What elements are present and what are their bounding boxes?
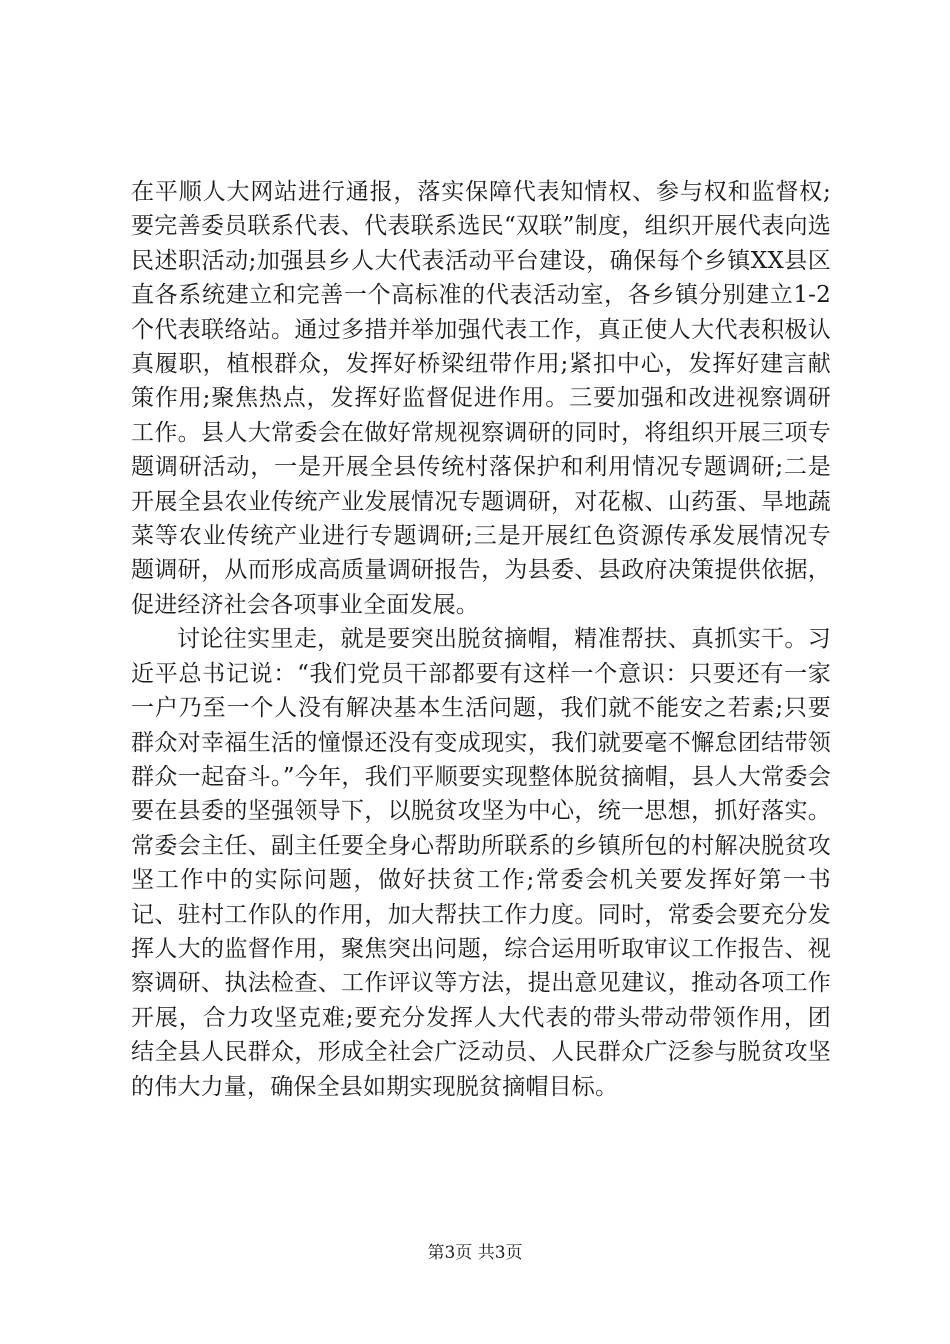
page-footer: 第3页 共3页	[427, 1243, 523, 1263]
paragraph-continued: 在平顺人大网站进行通报，落实保障代表知情权、参与权和监督权;要完善委员联系代表、代表联系选民“双联”制度，组织开展代表向选民述职活动;加强县乡人大代表活动平台建设，确保每个乡镇XX县区直各系统建立和完善一个高标准的代表活动室，各乡镇分别建立1-2个代表联络站。通过多措并举加强代表工作，真正使人大代表积极认真履职，植根群众，发挥好桥梁纽带作用;紧扣中心，发挥好建言献策作用;聚焦热点，发挥好监督促进作用。三要加强和改进视察调研工作。县人大常委会在做好常规视察调研的同时，将组织开展三项专题调研活动，一是开展全县传统村落保护和利用情况专题调研;二是开展全县农业传统产业发展情况专题调研，对花椒、山药蛋、旱地蔬菜等农业传统产业进行专题调研;三是开展红色资源传承发展情况专题调研，从而形成高质量调研报告，为县委、县政府决策提供依据，促进经济社会各项事业全面发展。	[131, 179, 831, 618]
paragraph: 讨论往实里走，就是要突出脱贫摘帽，精准帮扶、真抓实干。习近平总书记说：“我们党员干部都要有这样一个意识：只要还有一家一户乃至一个人没有解决基本生活问题，我们就不能安之若素;只要群众对幸福生活的憧憬还没有变成现实，我们就要毫不懈怠团结带领群众一起奋斗。”今年，我们平顺要实现整体脱贫摘帽，县人大常委会要在县委的坚强领导下，以脱贫攻坚为中心，统一思想，抓好落实。常委会主任、副主任要全身心帮助所联系的乡镇所包的村解决脱贫攻坚工作中的实际问题，做好扶贫工作;常委会机关要发挥好第一书记、驻村工作队的作用，加大帮扶工作力度。同时，常委会要充分发挥人大的监督作用，聚焦突出问题，综合运用听取审议工作报告、视察调研、执法检查、工作评议等方法，提出意见建议，推动各项工作开展，合力攻坚克难;要充分发挥人大代表的带头带动带领作用，团结全县人民群众，形成全社会广泛动员、人民群众广泛参与脱贫攻坚的伟大力量，确保全县如期实现脱贫摘帽目标。	[131, 626, 831, 1100]
document-body	[131, 175, 831, 1104]
